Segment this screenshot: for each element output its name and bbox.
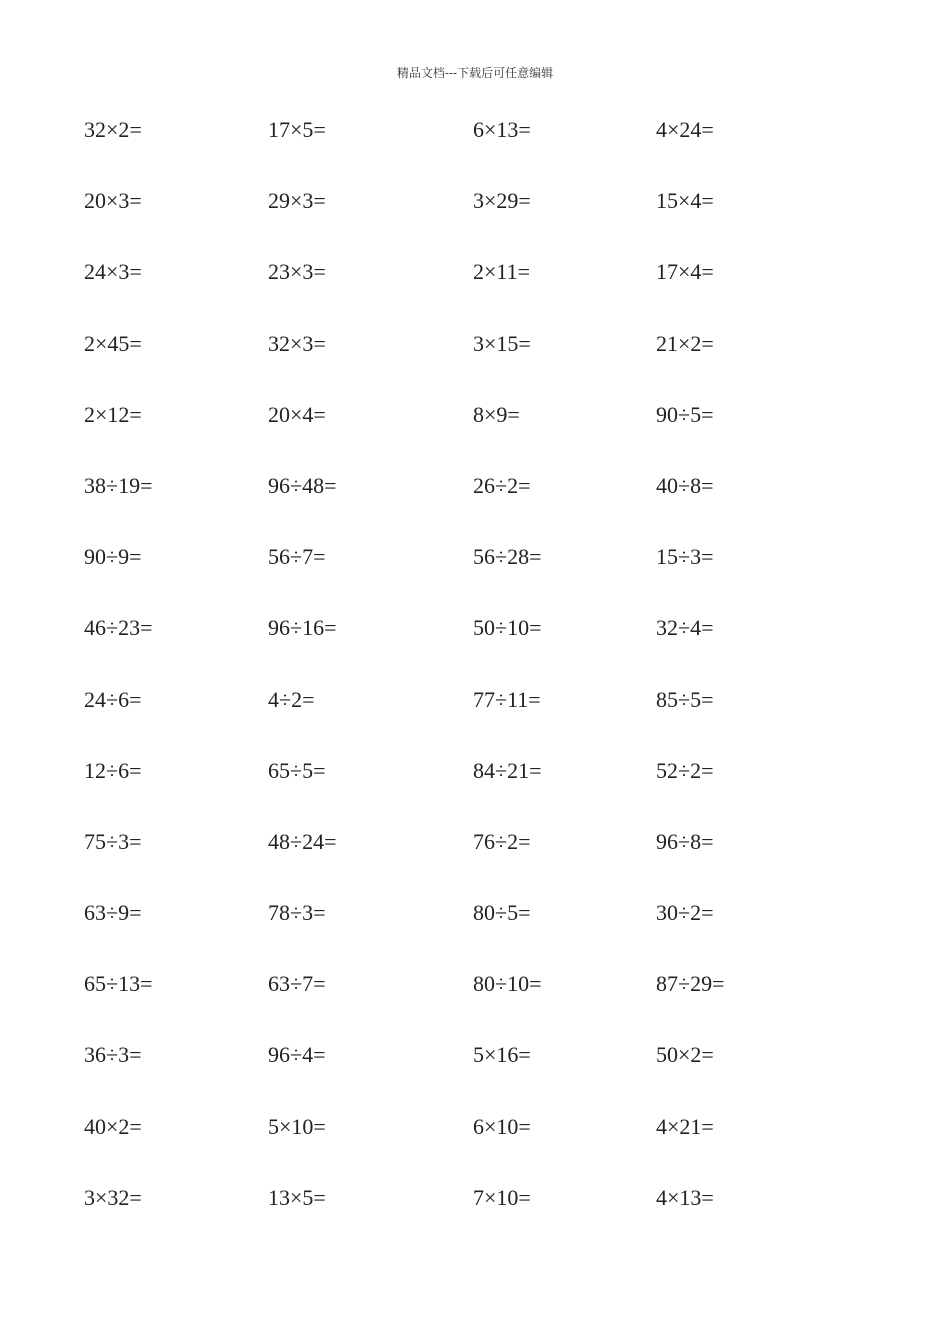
- problem-item: 2×12=: [84, 401, 142, 427]
- problem-item: 40÷8=: [656, 472, 714, 498]
- problem-item: 96÷8=: [656, 828, 714, 854]
- problem-item: 7×10=: [473, 1184, 531, 1210]
- problem-item: 30÷2=: [656, 900, 714, 926]
- problem-item: 17×4=: [656, 259, 714, 285]
- problem-item: 63÷9=: [84, 900, 142, 926]
- problem-item: 13×5=: [268, 1184, 326, 1210]
- problem-item: 50×2=: [656, 1042, 714, 1068]
- problem-item: 12÷6=: [84, 757, 142, 783]
- problem-item: 6×10=: [473, 1113, 531, 1139]
- problem-item: 26÷2=: [473, 472, 531, 498]
- problem-item: 32×3=: [268, 330, 326, 356]
- problem-item: 87÷29=: [656, 971, 725, 997]
- problem-item: 50÷10=: [473, 615, 542, 641]
- problem-item: 84÷21=: [473, 757, 542, 783]
- problem-item: 4×24=: [656, 117, 714, 142]
- problem-item: 23×3=: [268, 259, 326, 285]
- problem-item: 8×9=: [473, 401, 520, 427]
- problem-item: 80÷10=: [473, 971, 542, 997]
- problem-item: 6×13=: [473, 117, 531, 142]
- problem-item: 32×2=: [84, 117, 142, 142]
- problem-item: 52÷2=: [656, 757, 714, 783]
- problem-item: 2×45=: [84, 330, 142, 356]
- problem-item: 40×2=: [84, 1113, 142, 1139]
- problem-item: 96÷16=: [268, 615, 337, 641]
- problem-item: 80÷5=: [473, 900, 531, 926]
- problem-item: 96÷4=: [268, 1042, 326, 1068]
- page-header: 精品文档---下载后可任意编辑: [396, 66, 554, 80]
- problem-item: 32÷4=: [656, 615, 714, 641]
- problem-item: 20×4=: [268, 401, 326, 427]
- problem-item: 5×10=: [268, 1113, 326, 1139]
- problem-item: 3×29=: [473, 188, 531, 214]
- problem-item: 17×5=: [268, 117, 326, 142]
- problem-item: 85÷5=: [656, 686, 714, 712]
- problem-item: 24÷6=: [84, 686, 142, 712]
- problem-item: 3×15=: [473, 330, 531, 356]
- problem-item: 63÷7=: [268, 971, 326, 997]
- problem-item: 75÷3=: [84, 828, 142, 854]
- problem-item: 5×16=: [473, 1042, 531, 1068]
- problem-item: 65÷13=: [84, 971, 153, 997]
- problem-item: 96÷48=: [268, 472, 337, 498]
- problem-item: 24×3=: [84, 259, 142, 285]
- problem-item: 56÷7=: [268, 544, 326, 570]
- problem-item: 15×4=: [656, 188, 714, 214]
- problem-item: 4×21=: [656, 1113, 714, 1139]
- problem-item: 4÷2=: [268, 686, 315, 712]
- problem-item: 4×13=: [656, 1184, 714, 1210]
- problem-item: 56÷28=: [473, 544, 542, 570]
- problem-item: 65÷5=: [268, 757, 326, 783]
- problem-item: 77÷11=: [473, 686, 541, 712]
- problem-item: 48÷24=: [268, 828, 337, 854]
- problem-item: 78÷3=: [268, 900, 326, 926]
- problem-item: 3×32=: [84, 1184, 142, 1210]
- problem-item: 90÷5=: [656, 401, 714, 427]
- problem-item: 46÷23=: [84, 615, 153, 641]
- problem-item: 90÷9=: [84, 544, 142, 570]
- problem-item: 15÷3=: [656, 544, 714, 570]
- problem-item: 38÷19=: [84, 472, 153, 498]
- problem-item: 2×11=: [473, 259, 530, 285]
- problem-item: 29×3=: [268, 188, 326, 214]
- problem-grid: [84, 112, 884, 1251]
- problem-item: 21×2=: [656, 330, 714, 356]
- problem-item: 36÷3=: [84, 1042, 142, 1068]
- problem-item: 20×3=: [84, 188, 142, 214]
- problem-item: 76÷2=: [473, 828, 531, 854]
